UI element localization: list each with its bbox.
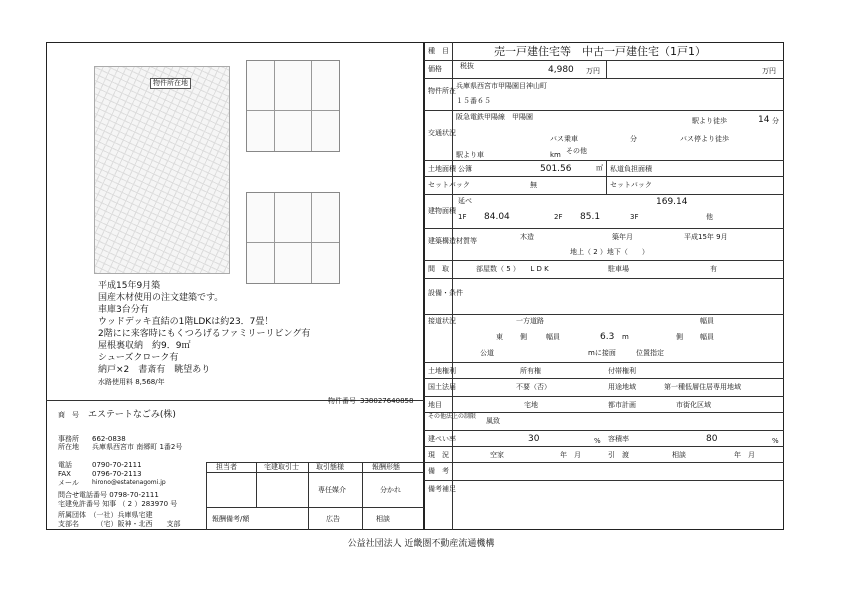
- company-label: 商 号: [58, 411, 79, 419]
- note-line: 屋根裏収納 約9．9㎡: [98, 341, 191, 351]
- mail-value[interactable]: hirono@estatenagomi.jp: [92, 479, 166, 486]
- listing-title: 売一戸建住宅等 中古一戸建住宅（1戸1）: [494, 45, 706, 58]
- fee-type: 分かれ: [380, 486, 401, 494]
- price-tax: 税抜: [460, 62, 474, 70]
- walk-label: 駅より徒歩: [692, 117, 727, 125]
- road-kind: 幅員: [700, 317, 714, 325]
- bus-unit: 分: [630, 135, 637, 143]
- land-sqm: ㎡: [596, 164, 603, 172]
- structure-label: 建築構造材質等: [428, 237, 477, 245]
- f1-area: 84.04: [484, 212, 510, 222]
- busstop-label: バス停より徒歩: [680, 135, 729, 143]
- road-dir: 東: [496, 333, 503, 341]
- setback-label-2: セットバック: [610, 181, 652, 189]
- grid-line: [424, 110, 784, 111]
- floor-plan-1f: [246, 60, 340, 152]
- grid-line: [424, 462, 784, 463]
- grid-line: [606, 160, 607, 194]
- f1-label: 1F: [458, 213, 467, 221]
- grid-line: [256, 462, 257, 507]
- road-side-2: 側: [676, 333, 683, 341]
- grid-line: [206, 472, 424, 473]
- staff-header: 宅建取引士: [264, 463, 299, 471]
- note-line: 車庫3台分有: [98, 305, 149, 315]
- position-designation: 位置指定: [636, 349, 664, 357]
- supplement-label: 備考補足: [428, 485, 456, 493]
- storeys: 地上（ 2 ）地下（ ）: [570, 248, 649, 256]
- layout-label: 間 取: [428, 265, 449, 273]
- location-map: [94, 66, 230, 274]
- note-line: 2階にに来客時にもくつろげるファミリーリビング有: [98, 329, 311, 339]
- grid-line: [424, 228, 784, 229]
- bcr-label: 建ぺい率: [428, 435, 456, 443]
- bldg-label: 建物面積: [428, 207, 456, 215]
- grid-line: [424, 446, 784, 447]
- grid-line: [424, 396, 784, 397]
- limit: 風致: [486, 417, 500, 425]
- price-unit: 万円: [586, 67, 600, 75]
- grid-line: [424, 194, 784, 195]
- other-area-label: 他: [706, 213, 713, 221]
- far-label: 容積率: [608, 435, 629, 443]
- structure: 木造: [520, 233, 534, 241]
- location-line2: １５番６５: [456, 97, 491, 105]
- road-label: 接道状況: [428, 317, 456, 325]
- bus-label: バス乗車: [550, 135, 578, 143]
- land-area: 501.56: [540, 164, 572, 174]
- road-width-label-2: 幅員: [700, 333, 714, 341]
- ad-label: 広告: [326, 515, 340, 523]
- footer-org: 公益社団法人 近畿圏不動産流通機構: [347, 539, 495, 549]
- note-line: ウッドデッキ直結の1階LDKは約23．7畳！: [98, 317, 274, 327]
- land-right: 所有権: [520, 367, 541, 375]
- staff-header: 報酬形態: [372, 463, 400, 471]
- station-car-label: 駅より車: [456, 151, 484, 159]
- parking: 有: [710, 265, 717, 273]
- type-label: 種 目: [428, 47, 449, 55]
- remarks-label: 報酬備考/額: [212, 515, 250, 523]
- current-month: 年 月: [560, 451, 581, 459]
- mail-label: メール: [58, 479, 79, 487]
- grid-line: [424, 278, 784, 279]
- company-address: 兵庫県西宮市 南郷町 1番2号: [92, 443, 183, 451]
- transaction-type: 専任媒介: [318, 486, 346, 494]
- current: 空家: [490, 451, 504, 459]
- road-width: 6.3: [600, 332, 615, 342]
- label-column-line: [452, 42, 453, 530]
- setback-label: セットバック: [428, 181, 470, 189]
- staff-header: 担当者: [216, 463, 237, 471]
- national-law-label: 国土法届: [428, 383, 456, 391]
- code-label: 物件番号: [328, 397, 356, 405]
- setback-value: 無: [530, 181, 537, 189]
- f2-label: 2F: [554, 213, 563, 221]
- use-area: 第一種低層住居専用地域: [664, 383, 741, 391]
- traffic-label: 交通状況: [428, 129, 456, 137]
- road-width-label: 幅員: [546, 333, 560, 341]
- floor-total-label: 延べ: [458, 197, 472, 205]
- ad-value: 相談: [376, 515, 390, 523]
- map-label: 物件所在地: [150, 78, 191, 89]
- reward-unit: 万円: [762, 67, 776, 75]
- parking-label: 駐車場: [608, 265, 629, 273]
- land-kind: 公簿: [458, 165, 472, 173]
- price-label: 価格: [428, 65, 442, 73]
- grid-line: [424, 314, 784, 315]
- delivery-label: 引 渡: [608, 451, 629, 459]
- rooms: 部屋数（ 5 ） L D K: [476, 265, 549, 273]
- floor-total: 169.14: [656, 197, 688, 207]
- price-value: 4,980: [548, 65, 574, 75]
- land-cat-label: 地目: [428, 401, 442, 409]
- national-law: 不要（否）: [516, 383, 551, 391]
- walk-unit: 分: [772, 117, 779, 125]
- grid-line: [424, 160, 784, 161]
- far-pct: %: [772, 437, 779, 445]
- grid-line: [424, 260, 784, 261]
- attached-label: 付帯権利: [608, 367, 636, 375]
- floor-plan-2f: [246, 192, 340, 284]
- grid-line: [424, 362, 784, 363]
- license-number: 宅建免許番号 知事 （ 2 ）283970 号: [58, 500, 178, 508]
- grid-line: [424, 378, 784, 379]
- member-group: 所属団体 （一社）兵庫県宅建: [58, 511, 153, 519]
- office-label: 事務所: [58, 435, 79, 443]
- note-line: 平成15年9月築: [98, 281, 161, 291]
- road-unit: m: [622, 333, 629, 341]
- other-traffic: その他: [566, 147, 587, 155]
- assoc-tel: 問合せ電話番号 0798-70-2111: [58, 491, 159, 499]
- delivery-month: 年 月: [734, 451, 755, 459]
- fax-value: 0796-70-2113: [92, 470, 142, 478]
- far: 80: [706, 434, 718, 444]
- tel-value: 0790-70-2111: [92, 461, 142, 469]
- public-road-label: 公道: [480, 349, 494, 357]
- zip-code: 662-0838: [92, 435, 126, 443]
- current-label: 現 況: [428, 451, 449, 459]
- f3-label: 3F: [630, 213, 639, 221]
- grid-line: [606, 60, 607, 78]
- note-label: 備 考: [428, 467, 449, 475]
- tel-label: 電話: [58, 461, 72, 469]
- note-line: 水路使用料 8,568/年: [98, 378, 165, 386]
- address-label: 所在地: [58, 443, 79, 451]
- land-right-label: 土地権利: [428, 367, 456, 375]
- road-tail: mに接面: [588, 349, 616, 357]
- f2-area: 85.1: [580, 212, 601, 222]
- facility-label: 設備・条件: [428, 289, 463, 297]
- city-plan-label: 都市計画: [608, 401, 636, 409]
- rail-line: 阪急電鉄甲陽線 甲陽園: [456, 113, 533, 121]
- private-road-label: 私道負担面積: [610, 165, 652, 173]
- car-icons: [284, 176, 374, 190]
- grid-line: [424, 78, 784, 79]
- bcr: 30: [528, 434, 540, 444]
- note-line: シューズクローク有: [98, 353, 179, 363]
- branch-name: 支部名 （宅）阪神・北西 支部: [58, 520, 181, 528]
- use-area-label: 用途地域: [608, 383, 636, 391]
- bcr-pct: %: [594, 437, 601, 445]
- grid-line: [424, 60, 784, 61]
- location-label: 物件所在: [428, 87, 456, 95]
- built: 平成15年 9月: [684, 233, 728, 241]
- built-label: 築年月: [612, 233, 633, 241]
- grid-line: [206, 507, 424, 508]
- location-line1: 兵庫県西宮市甲陽園目神山町: [456, 82, 547, 90]
- staff-header: 取引態様: [316, 463, 344, 471]
- grid-line: [424, 430, 784, 431]
- grid-line: [424, 480, 784, 481]
- walk-minutes: 14: [758, 115, 770, 125]
- note-line: 納戸×2 書斎有 眺望あり: [98, 365, 211, 375]
- land-cat: 宅地: [524, 401, 538, 409]
- road: 一方道路: [516, 317, 544, 325]
- fax-label: FAX: [58, 470, 71, 478]
- limit-label: その他法上の制限: [428, 413, 477, 420]
- km-unit: km: [550, 151, 561, 159]
- land-label: 土地面積: [428, 165, 456, 173]
- note-line: 国産木材使用の注文建築です。: [98, 293, 224, 303]
- road-side: 側: [520, 333, 527, 341]
- city-plan: 市街化区域: [676, 401, 711, 409]
- grid-line: [424, 176, 784, 177]
- grid-line: [424, 412, 784, 413]
- delivery: 相談: [672, 451, 686, 459]
- company-name: エステートなごみ(株): [88, 410, 176, 420]
- listing-code: 338027640858: [360, 397, 414, 405]
